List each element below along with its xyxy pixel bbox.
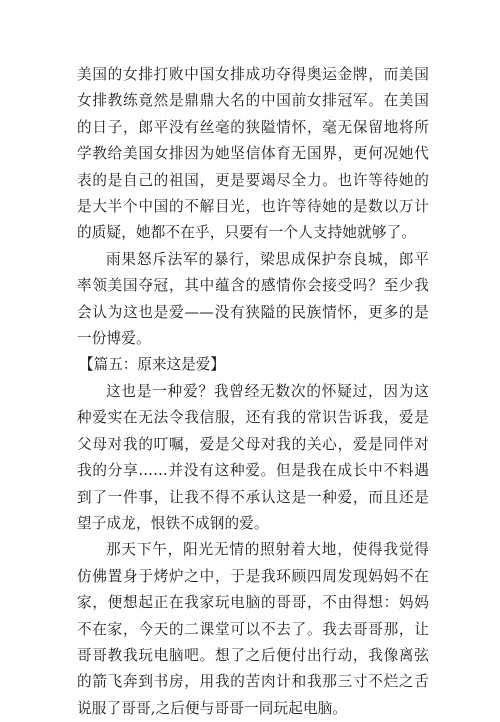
section-heading: 【篇五：原来这是爱】 (79, 356, 225, 374)
paragraph-langping-coach: 美国的女排打败中国女排成功夺得奥运金牌，而美国女排教练竟然是鼎鼎大名的中国前女排冠军。在美国的日子，郎平没有丝毫的狭隘情怀，毫无保留地将所学教给美国女排因为她坚信体育无国界，更何况她代表的是自己的祖国，更是要竭尽全力。也许等待她的是大半个中国的不解目光，也许等待她的是数以万计的质疑，她都不在乎，只要有一个人支持她就够了。 (77, 66, 429, 242)
paragraph-afternoon-story: 那天下午，阳光无情的照射着大地，使得我觉得仿佛置身于烤炉之中，于是我环顾四周发现妈妈不在家，便想起正在我家玩电脑的哥哥，不由得想：妈妈不在家，今天的二课堂可以不去了。我去哥哥那，让哥哥教我玩电脑吧。想了之后便付出行动，我像离弦的箭飞奔到书房，用我的苦肉计和我那三寸不烂之舌说服了哥哥,之后便与哥哥一同玩起电脑。 (77, 541, 429, 717)
document-page (77, 62, 429, 722)
paragraph-doubt-love: 这也是一种爱？我曾经无数次的怀疑过，因为这种爱实在无法令我信服，还有我的常识告诉我，爱是父母对我的叮嘱，爱是父母对我的关心，爱是同伴对我的分享……并没有这种爱。但是我在成长中不料遇到了一件事，让我不得不承认这是一种爱，而且还是望子成龙，恨铁不成钢的爱。 (77, 382, 429, 532)
paragraph-universal-love: 雨果怒斥法军的暴行，梁思成保护奈良城，郎平率领美国夺冠，其中蕴含的感情你会接受吗？至少我会认为这也是爱——没有狭隘的民族情怀，更多的是一份博爱。 (77, 250, 429, 348)
